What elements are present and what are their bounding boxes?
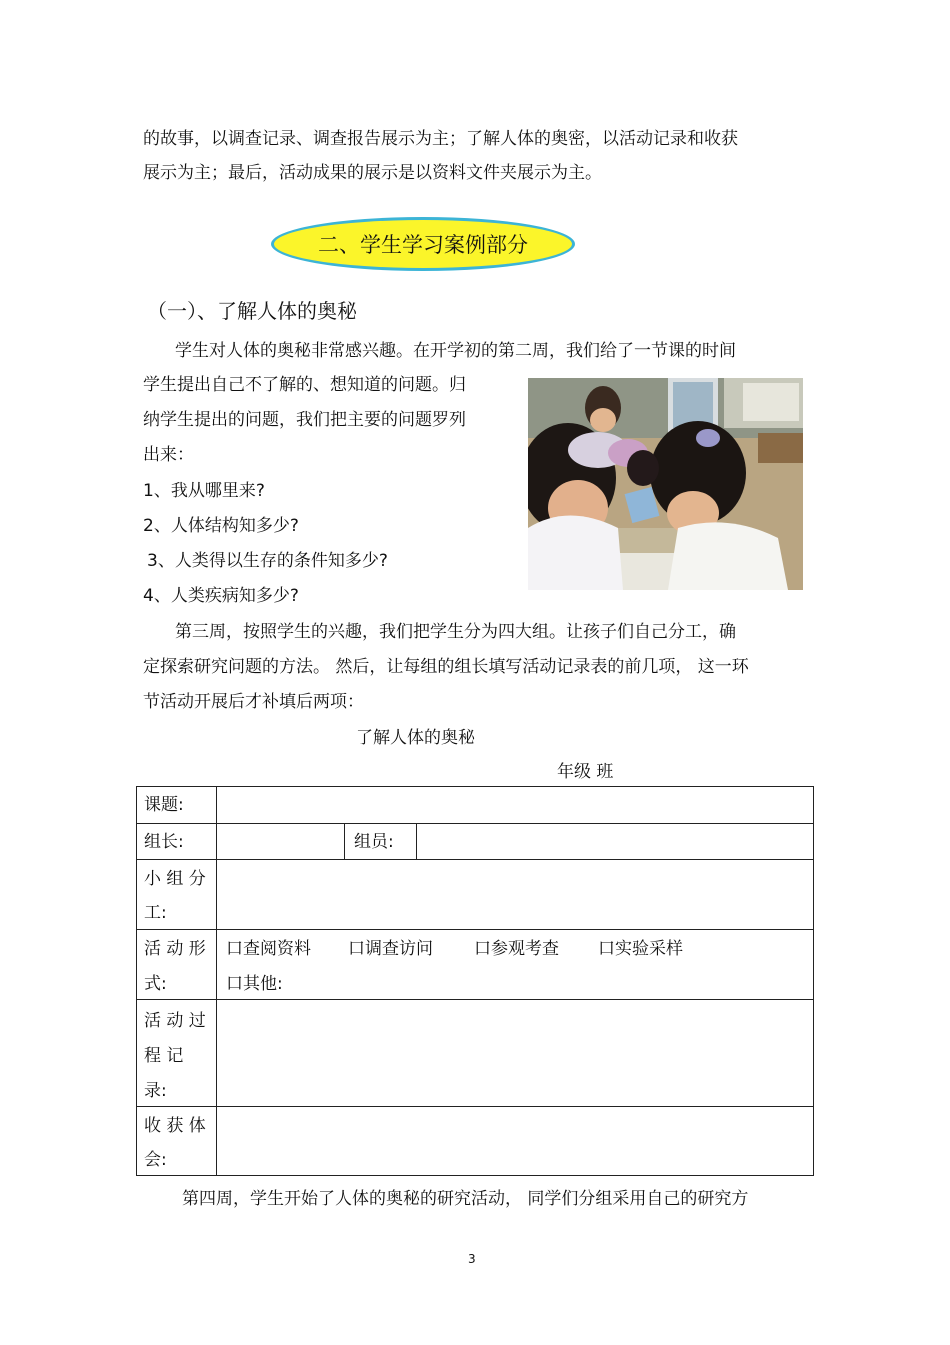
- option-checkbox-visit[interactable]: 口参观考查: [474, 939, 559, 959]
- activity-record-table: [136, 786, 814, 1176]
- division-label-line2: 工:: [144, 903, 167, 923]
- cell-division-value: [216, 859, 814, 930]
- section-banner: [271, 217, 575, 271]
- cell-members-value: [416, 823, 814, 860]
- activity-form-label-line2: 式:: [144, 974, 167, 994]
- question-item: 2、人体结构知多少?: [143, 516, 299, 536]
- classroom-photo: [528, 378, 803, 590]
- leader-label: 组长:: [144, 832, 184, 852]
- harvest-label-line2: 会:: [144, 1150, 167, 1170]
- option-checkbox-survey[interactable]: 口调查访问: [348, 939, 433, 959]
- form-title: 了解人体的奥秘: [356, 728, 475, 748]
- division-label-line1: 小 组 分: [144, 869, 206, 889]
- para1-line-4: 出来：: [143, 445, 194, 465]
- option-checkbox-reading[interactable]: 口查阅资料: [226, 939, 311, 959]
- cell-process-value: [216, 999, 814, 1107]
- question-item: 3、人类得以生存的条件知多少?: [147, 551, 388, 571]
- cell-harvest-value: [216, 1106, 814, 1176]
- members-label: 组员:: [354, 832, 394, 852]
- intro-line-2: 展示为主；最后，活动成果的展示是以资料文件夹展示为主。: [143, 163, 602, 183]
- harvest-label-line1: 收 获 体: [144, 1116, 206, 1136]
- para1-line-2: 学生提出自己不了解的、想知道的问题。归: [143, 375, 466, 395]
- grade-class-line: 年级 班: [557, 762, 614, 782]
- activity-form-label-line1: 活 动 形: [144, 939, 206, 959]
- option-checkbox-experiment[interactable]: 口实验采样: [598, 939, 683, 959]
- option-checkbox-other[interactable]: 口其他:: [226, 974, 283, 994]
- process-label-line1: 活 动 过: [144, 1011, 206, 1031]
- cell-leader-value: [216, 823, 345, 860]
- question-item: 4、人类疾病知多少?: [143, 586, 299, 606]
- process-label-line2: 程 记: [144, 1046, 184, 1066]
- section-heading: （一）、了解人体的奥秘: [147, 299, 357, 323]
- para2-line-2: 定探索研究问题的方法。 然后，让每组的组长填写活动记录表的前几项， 这一环: [143, 657, 749, 677]
- page-number: 3: [468, 1252, 476, 1266]
- question-item: 1、我从哪里来?: [143, 481, 265, 501]
- banner-title: 二、学生学习案例部分: [318, 233, 528, 257]
- para2-line-1: 第三周，按照学生的兴趣，我们把学生分为四大组。让孩子们自己分工，确: [175, 622, 736, 642]
- para1-line-3: 纳学生提出的问题，我们把主要的问题罗列: [143, 410, 466, 430]
- para2-line-3: 节活动开展后才补填后两项：: [143, 692, 364, 712]
- para3-line: 第四周，学生开始了人体的奥秘的研究活动， 同学们分组采用自己的研究方: [182, 1189, 749, 1209]
- intro-line-1: 的故事，以调查记录、调查报告展示为主；了解人体的奥密，以活动记录和收获: [143, 129, 738, 149]
- cell-topic-value: [216, 786, 814, 824]
- topic-label: 课题:: [144, 795, 184, 815]
- process-label-line3: 录:: [144, 1081, 167, 1101]
- para1-line-1: 学生对人体的奥秘非常感兴趣。在开学初的第二周，我们给了一节课的时间: [175, 341, 736, 361]
